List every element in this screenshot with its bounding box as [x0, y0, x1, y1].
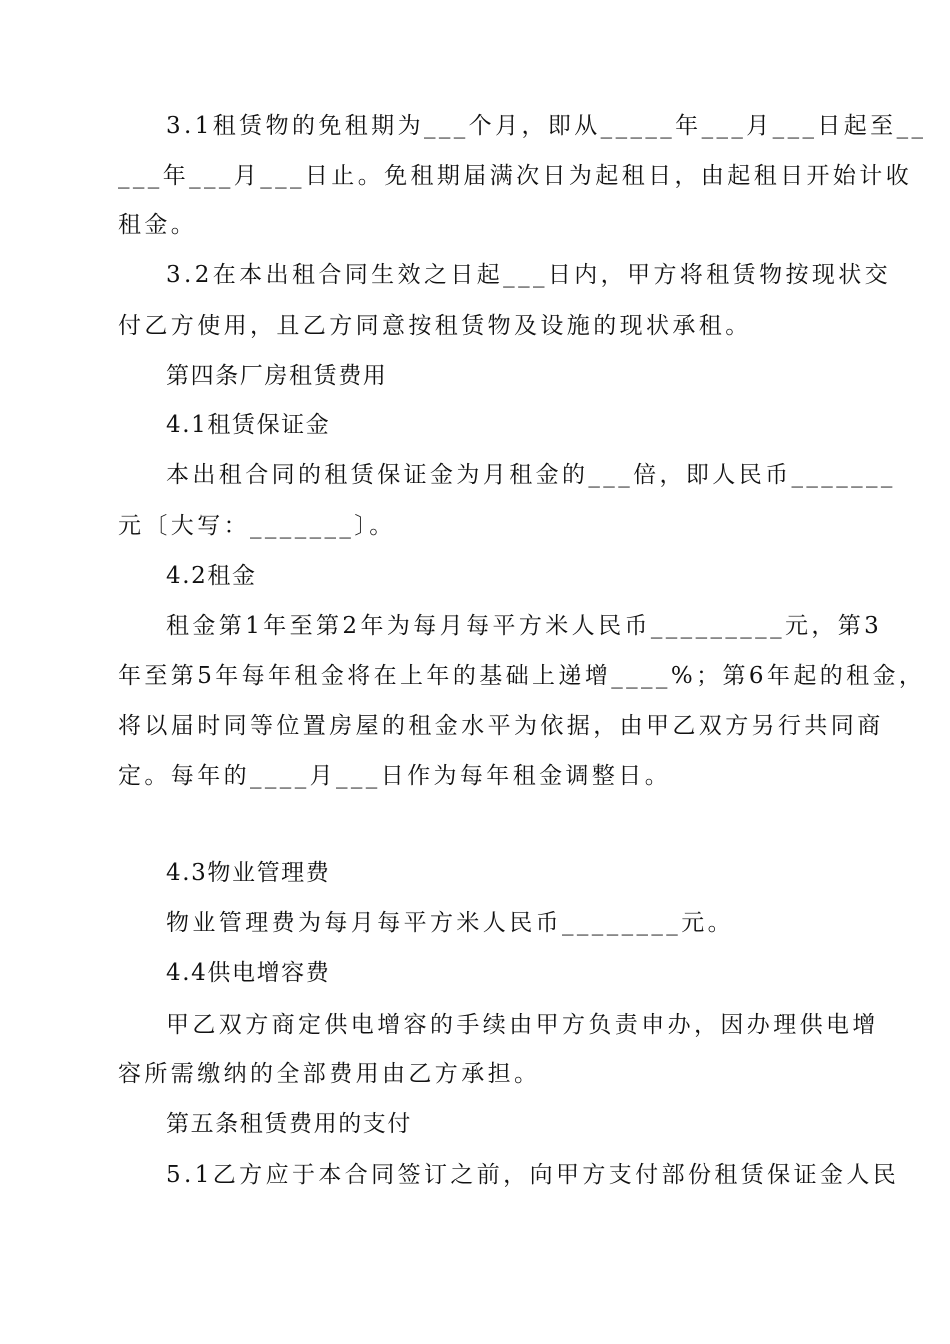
subsection-heading: 4.2租金 — [166, 563, 257, 589]
text-line: 甲乙双方商定供电增容的手续由甲方负责申办，因办理供电增 — [166, 1012, 879, 1038]
text-line: 将以届时同等位置房屋的租金水平为依据，由甲乙双方另行共同商 — [118, 713, 884, 739]
text-line: 3.1租赁物的免租期为___个月，即从_____年___月___日起至__ — [166, 113, 927, 139]
text-line: 物业管理费为每月每平方米人民币________元。 — [166, 910, 734, 936]
text-line: 定。每年的____月___日作为每年租金调整日。 — [118, 763, 672, 789]
text-line: 本出租合同的租赁保证金为月租金的___倍，即人民币_______ — [166, 462, 896, 488]
subsection-heading: 4.3物业管理费 — [166, 860, 331, 886]
subsection-heading: 4.1租赁保证金 — [166, 412, 331, 438]
text-line: 租金。 — [118, 212, 198, 238]
text-line: 3.2在本出租合同生效之日起___日内，甲方将租赁物按现状交 — [166, 262, 892, 288]
text-line: 元〔大写：_______〕。 — [118, 513, 396, 539]
subsection-heading: 4.4供电增容费 — [166, 960, 331, 986]
text-line: 付乙方使用，且乙方同意按租赁物及设施的现状承租。 — [118, 313, 752, 339]
text-line: 容所需缴纳的全部费用由乙方承担。 — [118, 1061, 541, 1087]
text-line: 租金第1年至第2年为每月每平方米人民币_________元，第3 — [166, 613, 883, 639]
text-line: ___年___月___日止。免租期届满次日为起租日，由起租日开始计收 — [118, 163, 913, 189]
text-line: 年至第5年每年租金将在上年的基础上递增____%；第6年起的租金， — [118, 663, 926, 689]
text-line: 5.1乙方应于本合同签订之前，向甲方支付部份租赁保证金人民 — [166, 1162, 900, 1188]
section-heading: 第五条租赁费用的支付 — [166, 1111, 412, 1137]
section-heading: 第四条厂房租赁费用 — [166, 363, 388, 389]
